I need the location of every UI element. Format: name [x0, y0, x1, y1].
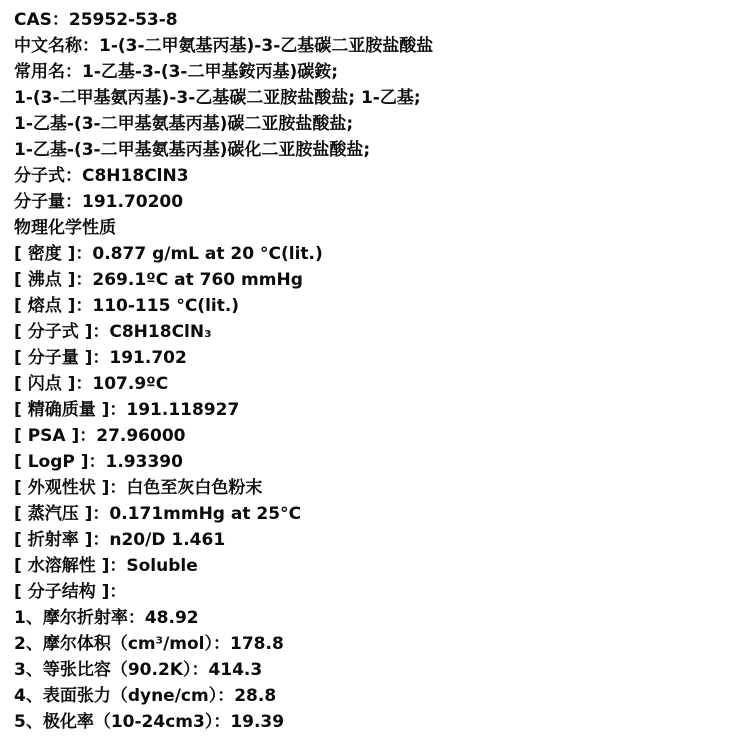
- property-molecular-formula: [ 分子式 ]：C8H18ClN₃: [14, 322, 212, 342]
- property-psa: [ PSA ]：27.96000: [14, 426, 186, 446]
- structure-item-molar-volume: 2、摩尔体积（cm³/mol）：178.8: [14, 634, 284, 654]
- property-exact-mass: [ 精确质量 ]：191.118927: [14, 400, 240, 420]
- cas-number-line: CAS：25952-53-8: [14, 10, 178, 30]
- property-melting-point: [ 熔点 ]：110-115 °C(lit.): [14, 296, 240, 316]
- section-heading: 物理化学性质: [14, 218, 116, 238]
- synonym-line: 1-乙基-(3-二甲基氨基丙基)碳化二亚胺盐酸盐;: [14, 140, 371, 160]
- property-flash-point: [ 闪点 ]：107.9ºC: [14, 374, 169, 394]
- synonym-line: 1-乙基-(3-二甲基氨基丙基)碳二亚胺盐酸盐;: [14, 114, 354, 134]
- molecular-weight-line: 分子量：191.70200: [14, 192, 184, 212]
- property-vapor-pressure: [ 蒸汽压 ]：0.171mmHg at 25°C: [14, 504, 302, 524]
- common-name-line: 常用名：1-乙基-3-(3-二甲基銨丙基)碳銨;: [14, 62, 339, 82]
- property-water-solubility: [ 水溶解性 ]：Soluble: [14, 556, 198, 576]
- property-refractive-index: [ 折射率 ]：n20/D 1.461: [14, 530, 226, 550]
- chemical-info-document: [14, 7, 744, 735]
- property-appearance: [ 外观性状 ]：白色至灰白色粉末: [14, 478, 263, 498]
- property-molecular-weight: [ 分子量 ]：191.702: [14, 348, 187, 368]
- property-boiling-point: [ 沸点 ]：269.1ºC at 760 mmHg: [14, 270, 303, 290]
- structure-item-molar-refractivity: 1、摩尔折射率：48.92: [14, 608, 199, 628]
- synonym-line: 1-(3-二甲基氨丙基)-3-乙基碳二亚胺盐酸盐; 1-乙基;: [14, 88, 421, 108]
- chinese-name-line: 中文名称：1-(3-二甲氨基丙基)-3-乙基碳二亚胺盐酸盐: [14, 36, 434, 56]
- property-logp: [ LogP ]：1.93390: [14, 452, 183, 472]
- molecular-formula-line: 分子式：C8H18ClN3: [14, 166, 189, 186]
- structure-item-polarizability: 5、极化率（10-24cm3）：19.39: [14, 712, 285, 732]
- property-density: [ 密度 ]：0.877 g/mL at 20 °C(lit.): [14, 244, 323, 264]
- structure-item-surface-tension: 4、表面张力（dyne/cm）：28.8: [14, 686, 277, 706]
- structure-item-parachor: 3、等张比容（90.2K）：414.3: [14, 660, 263, 680]
- property-molecular-structure: [ 分子结构 ]：: [14, 582, 127, 602]
